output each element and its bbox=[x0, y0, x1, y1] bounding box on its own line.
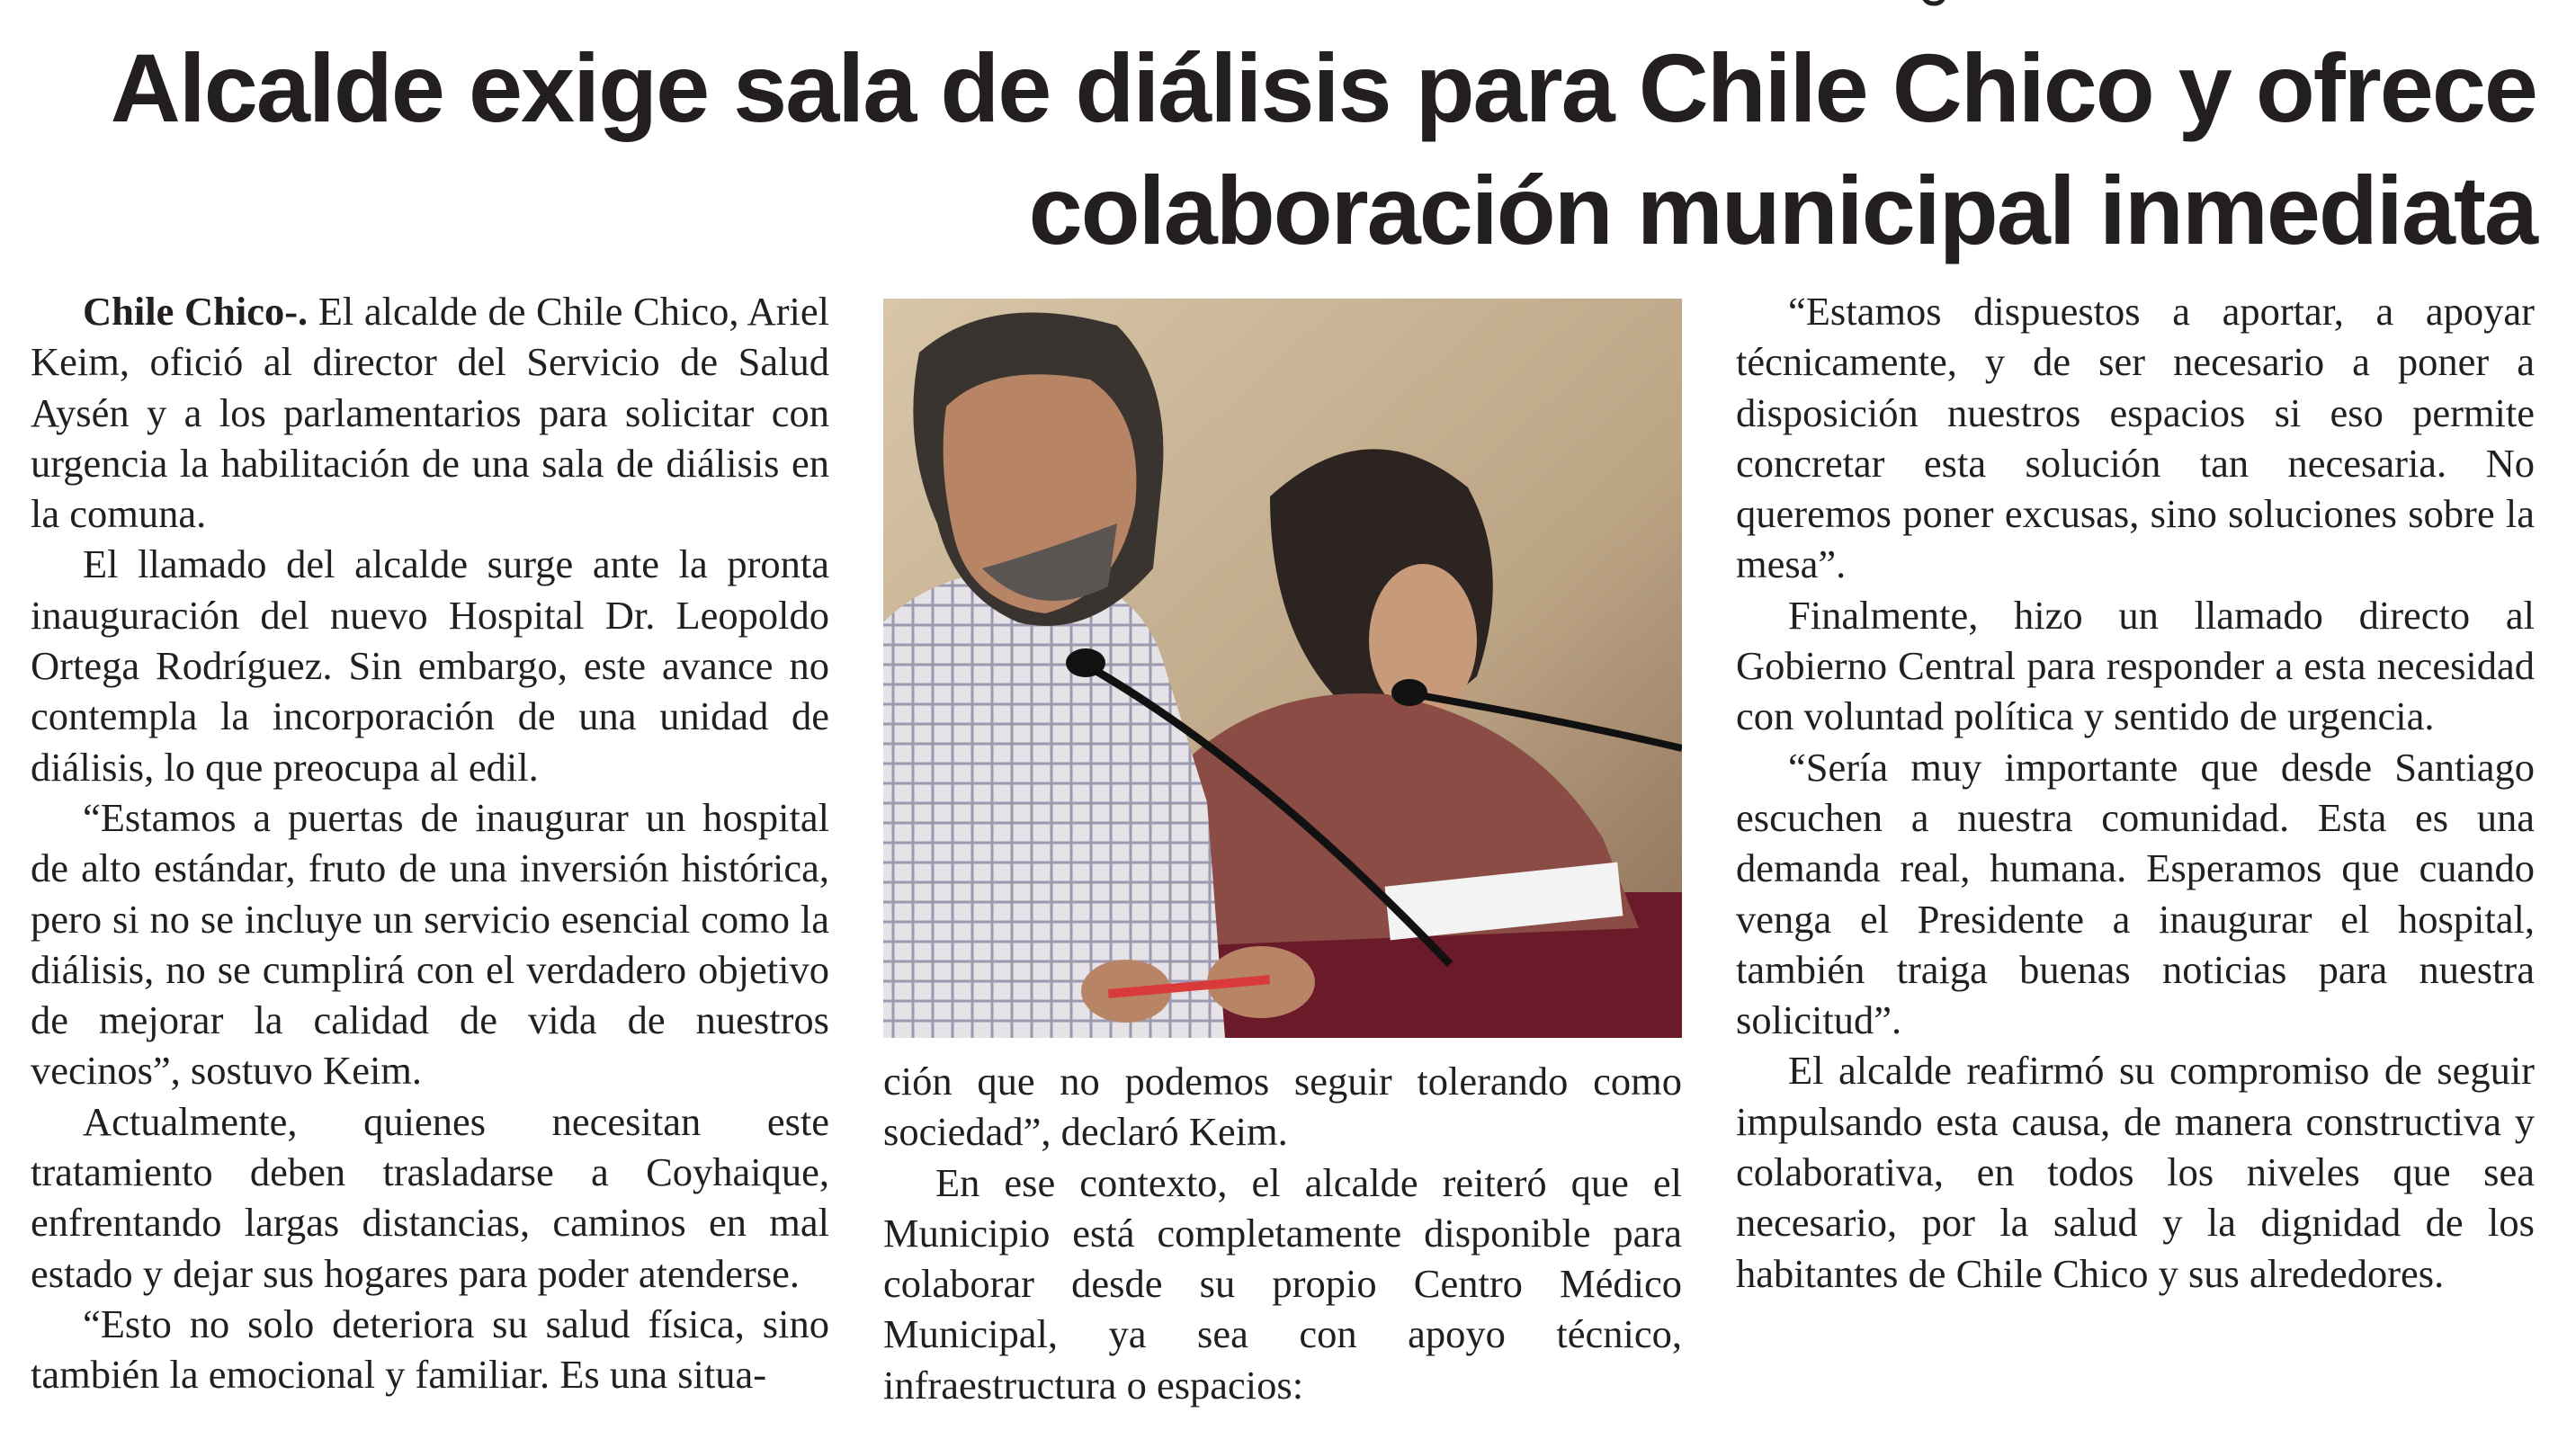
paragraph: ción que no podemos seguir tolerando como sociedad”, declaró Keim. bbox=[883, 1059, 1682, 1155]
paragraph: En ese contexto, el alcalde reiteró que el Municipio está completamente disponible para colaborar desde su propio Centro Médico Municipal, ya sea con apoyo técnico, infraestructura o espacios: bbox=[883, 1159, 1682, 1408]
paragraph: “Estamos a puertas de inaugurar un hospital de alto estándar, fruto de una inversión histórica, pero si no se incluye un servicio esencial como la diálisis, no se cumplirá con el verdadero objetivo de mejorar la calidad de vida de nuestros vecinos”, sostuvo Keim. bbox=[31, 794, 829, 1094]
article-photo bbox=[883, 299, 1682, 1038]
paragraph: Finalmente, hizo un llamado directo al Gobierno Central para responder a esta necesidad con voluntad política y sentido de urgencia. bbox=[1736, 592, 2535, 739]
paragraph: “Esto no solo deteriora su salud física, sino también la emocional y familiar. Es una situa- bbox=[31, 1300, 829, 1398]
paragraph: El alcalde reafirmó su compromiso de seguir impulsando esta causa, de manera constructiva y colaborativa, en todos los niveles que sea necesario, por la salud y la dignidad de los habitantes de Chile Chico y sus alrededores. bbox=[1736, 1048, 2535, 1296]
paragraph: El llamado del alcalde surge ante la pronta inauguración del nuevo Hospital Dr. Leopoldo Ortega Rodríguez. Sin embargo, este avance no contempla la incorporación de una unidad de diálisis, lo que preocupa al edil. bbox=[31, 541, 829, 790]
cropped-text-fragment bbox=[1916, 0, 1952, 9]
headline-line-2: colaboración municipal inmediata bbox=[1028, 156, 2536, 264]
article-column-2 bbox=[883, 1056, 1682, 1410]
article-column-1 bbox=[31, 286, 829, 1400]
article-column-3 bbox=[1736, 286, 2535, 1299]
dateline: Chile Chico-. bbox=[83, 289, 309, 334]
paragraph-text: El alcalde de Chile Chico, Ariel Keim, ofició al director del Servicio de Salud Aysén y a los parlamentarios para solicitar con urgencia la habilitación de una sala de diálisis en la comuna. bbox=[31, 289, 830, 537]
photo-mayor-speaking-at-microphone bbox=[883, 299, 1682, 1038]
paragraph: “Sería muy importante que desde Santiago escuchen a nuestra comunidad. Esta es una demanda real, humana. Esperamos que cuando venga el Presidente a inaugurar el hospital, también traiga buenas noticias para nuestra solicitud”. bbox=[1736, 744, 2535, 1043]
paragraph: “Estamos dispuestos a aportar, a apoyar técnicamente, y de ser necesario a poner a disposición nuestros espacios si eso permite concretar esta solución tan necesaria. No queremos poner excusas, sino soluciones sobre la mesa”. bbox=[1736, 289, 2535, 587]
paragraph: Actualmente, quienes necesitan este tratamiento deben trasladarse a Coyhaique, enfrentando largas distancias, caminos en mal estado y dejar sus hogares para poder atenderse. bbox=[31, 1098, 829, 1296]
paragraph bbox=[31, 286, 829, 539]
headline-line-1: Alcalde exige sala de diálisis para Chile Chico y ofrece bbox=[110, 33, 2536, 142]
article-headline bbox=[27, 27, 2536, 272]
